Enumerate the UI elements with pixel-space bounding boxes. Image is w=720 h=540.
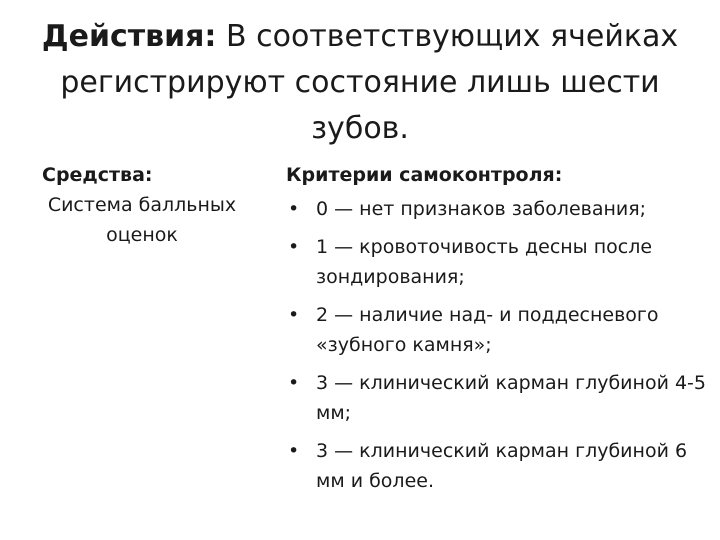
- criteria-column: [286, 160, 716, 504]
- title-text: В соответствующих ячейках регистрируют состояние лишь шести зубов.: [60, 19, 679, 146]
- bullet-icon: •: [288, 198, 300, 220]
- bullet-icon: •: [288, 236, 300, 258]
- means-text: Система балльных оценок: [47, 194, 237, 246]
- criteria-item-text: 2 — наличие над- и поддесневого «зубного камня»;: [316, 304, 659, 356]
- list-item: [286, 232, 716, 292]
- criteria-list: [286, 194, 716, 496]
- means-heading: Средства:: [42, 164, 153, 186]
- list-item: [286, 194, 716, 224]
- list-item: [286, 368, 716, 428]
- means-column: [22, 160, 262, 250]
- bullet-icon: •: [288, 304, 300, 326]
- criteria-item-text: 3 — клинический карман глубиной 6 мм и более.: [316, 440, 688, 492]
- slide-title: [40, 14, 680, 152]
- list-item: [286, 300, 716, 360]
- list-item: [286, 436, 716, 496]
- criteria-item-text: 1 — кровоточивость десны после зондирования;: [316, 236, 653, 288]
- criteria-item-text: 3 — клинический карман глубиной 4-5 мм;: [316, 372, 707, 424]
- criteria-item-text: 0 — нет признаков заболевания;: [316, 198, 647, 220]
- title-bold-prefix: Действия:: [41, 19, 217, 54]
- bullet-icon: •: [288, 440, 300, 462]
- criteria-heading: Критерии самоконтроля:: [286, 164, 563, 186]
- bullet-icon: •: [288, 372, 300, 394]
